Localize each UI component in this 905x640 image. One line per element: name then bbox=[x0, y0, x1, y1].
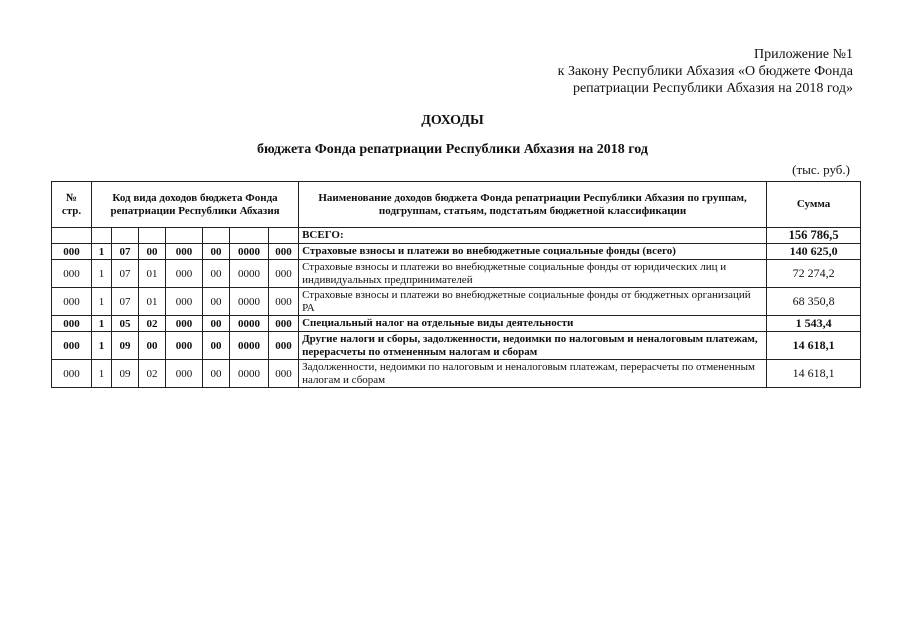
document-title: ДОХОДЫ bbox=[421, 113, 484, 128]
income-name: Задолженности, недоимки по налоговым и неналоговым платежам, перерасчеты по отмененным налогам и сборам bbox=[299, 360, 767, 388]
appendix-line-3: репатриации Республики Абхазия на 2018 год» bbox=[572, 81, 853, 96]
code-cell: 1 bbox=[92, 360, 112, 388]
code-cell: 00 bbox=[203, 260, 230, 288]
code-cell: 000 bbox=[269, 260, 299, 288]
code-cell: 000 bbox=[166, 332, 203, 360]
code-cell: 000 bbox=[52, 244, 92, 260]
table-row bbox=[52, 316, 861, 332]
code-cell: 000 bbox=[269, 316, 299, 332]
income-sum: 68 350,8 bbox=[767, 288, 861, 316]
appendix-line-1: Приложение №1 bbox=[754, 47, 853, 62]
code-cell: 07 bbox=[112, 260, 139, 288]
header-code: Код вида доходов бюджета Фонда репатриации Республики Абхазия bbox=[92, 182, 299, 228]
code-cell: 01 bbox=[139, 260, 166, 288]
code-cell: 05 bbox=[112, 316, 139, 332]
table-row bbox=[52, 244, 861, 260]
code-cell: 00 bbox=[203, 288, 230, 316]
code-cell: 0000 bbox=[230, 360, 269, 388]
code-cell: 00 bbox=[203, 360, 230, 388]
code-cell: 07 bbox=[112, 244, 139, 260]
income-sum: 140 625,0 bbox=[767, 244, 861, 260]
income-sum: 1 543,4 bbox=[767, 316, 861, 332]
code-cell: 00 bbox=[203, 332, 230, 360]
document-subtitle: бюджета Фонда репатриации Республики Абхазия на 2018 год bbox=[257, 142, 648, 157]
table-header-row bbox=[52, 182, 861, 228]
code-cell: 1 bbox=[92, 288, 112, 316]
code-cell: 0000 bbox=[230, 288, 269, 316]
code-cell: 09 bbox=[112, 332, 139, 360]
code-cell: 000 bbox=[52, 360, 92, 388]
code-cell: 00 bbox=[203, 316, 230, 332]
table-row bbox=[52, 360, 861, 388]
code-cell: 000 bbox=[52, 288, 92, 316]
code-cell: 1 bbox=[92, 260, 112, 288]
code-cell: 01 bbox=[139, 288, 166, 316]
header-name: Наименование доходов бюджета Фонда репатриации Республики Абхазия по группам, подгруппам, статьям, подстатьям бюджетной классификации bbox=[299, 182, 767, 228]
code-cell: 000 bbox=[52, 332, 92, 360]
appendix-line-2: к Закону Республики Абхазия «О бюджете Фонда bbox=[557, 64, 853, 79]
code-cell: 1 bbox=[92, 244, 112, 260]
income-sum: 14 618,1 bbox=[767, 332, 861, 360]
header-sum: Сумма bbox=[767, 182, 861, 228]
income-name: Специальный налог на отдельные виды деятельности bbox=[299, 316, 767, 332]
code-cell: 000 bbox=[269, 288, 299, 316]
table-row bbox=[52, 260, 861, 288]
total-row bbox=[52, 228, 861, 244]
code-cell: 0000 bbox=[230, 332, 269, 360]
code-cell: 1 bbox=[92, 316, 112, 332]
header-num: № стр. bbox=[52, 182, 92, 228]
code-cell: 1 bbox=[92, 332, 112, 360]
code-cell: 000 bbox=[269, 360, 299, 388]
total-sum: 156 786,5 bbox=[767, 228, 861, 244]
code-cell: 000 bbox=[166, 244, 203, 260]
appendix-caption bbox=[558, 46, 853, 97]
code-cell: 000 bbox=[166, 316, 203, 332]
income-sum: 72 274,2 bbox=[767, 260, 861, 288]
code-cell: 0000 bbox=[230, 260, 269, 288]
code-cell: 0000 bbox=[230, 316, 269, 332]
total-label: ВСЕГО: bbox=[299, 228, 767, 244]
table-row bbox=[52, 288, 861, 316]
code-cell: 09 bbox=[112, 360, 139, 388]
code-cell: 000 bbox=[269, 332, 299, 360]
units-label: (тыс. руб.) bbox=[792, 162, 850, 177]
table-row bbox=[52, 332, 861, 360]
code-cell: 000 bbox=[166, 260, 203, 288]
code-cell: 000 bbox=[52, 316, 92, 332]
code-cell: 00 bbox=[203, 244, 230, 260]
income-name: Страховые взносы и платежи во внебюджетные социальные фонды от бюджетных организаций РА bbox=[299, 288, 767, 316]
code-cell: 02 bbox=[139, 316, 166, 332]
income-table bbox=[51, 181, 861, 388]
code-cell: 000 bbox=[166, 360, 203, 388]
code-cell: 000 bbox=[269, 244, 299, 260]
income-name: Страховые взносы и платежи во внебюджетные социальные фонды от юридических лиц и индивидуальных предпринимателей bbox=[299, 260, 767, 288]
income-name: Страховые взносы и платежи во внебюджетные социальные фонды (всего) bbox=[299, 244, 767, 260]
income-sum: 14 618,1 bbox=[767, 360, 861, 388]
code-cell: 07 bbox=[112, 288, 139, 316]
code-cell: 0000 bbox=[230, 244, 269, 260]
code-cell: 00 bbox=[139, 244, 166, 260]
code-cell: 00 bbox=[139, 332, 166, 360]
code-cell: 000 bbox=[52, 260, 92, 288]
code-cell: 02 bbox=[139, 360, 166, 388]
income-name: Другие налоги и сборы, задолженности, недоимки по налоговым и неналоговым платежам, перерасчеты по отмененным налогам и сборам bbox=[299, 332, 767, 360]
code-cell: 000 bbox=[166, 288, 203, 316]
